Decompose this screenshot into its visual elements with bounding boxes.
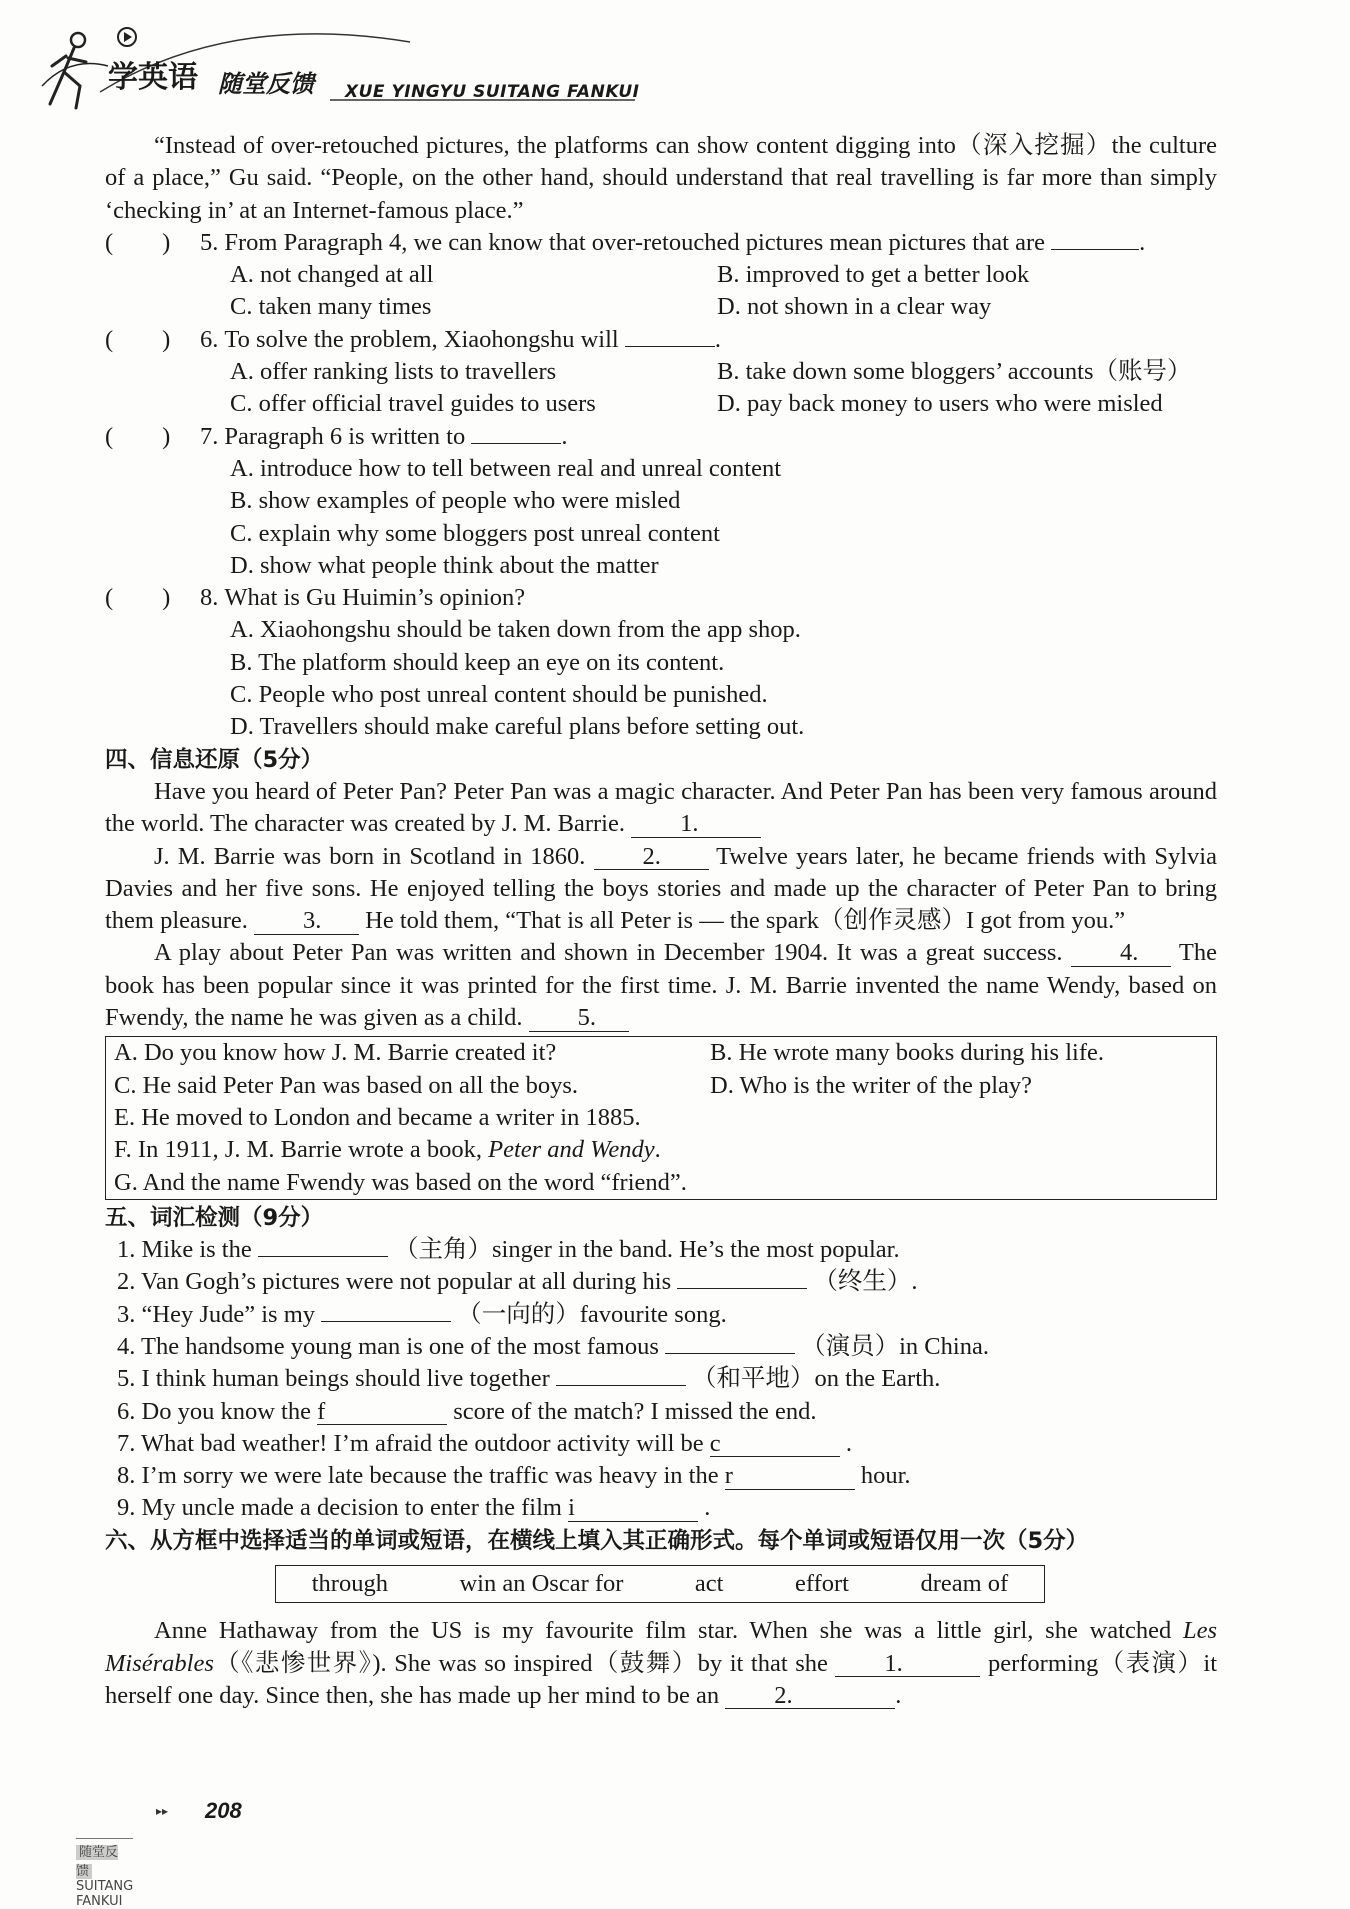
vocab-blank[interactable]: [677, 1288, 807, 1289]
question-6: [105, 324, 1217, 421]
question-options: [105, 259, 1217, 324]
s6-text-a: Anne Hathaway from the US is my favourite film star. When she was a little girl, she watched: [154, 1617, 1172, 1645]
page-header: [40, 22, 660, 122]
question-end: .: [714, 325, 721, 353]
s4-text-3a: A play about Peter Pan was written and shown in December 1904. It was a great success.: [154, 939, 1063, 967]
s4-blank-5-num: 5.: [577, 1004, 597, 1032]
question-number: 5.: [200, 228, 219, 256]
question-stem: [105, 582, 1217, 614]
question-blank: [625, 346, 715, 347]
vocab-item: [117, 1266, 1217, 1298]
question-blank: [471, 443, 561, 444]
header-title-cn: 学英语: [108, 60, 198, 95]
section4-paragraph-1: [105, 776, 1217, 841]
option[interactable]: C. taken many times: [230, 293, 432, 321]
option[interactable]: A. Xiaohongshu should be taken down from the app shop.: [230, 616, 801, 644]
vocab-blank[interactable]: [556, 1385, 686, 1386]
question-5: [105, 227, 1217, 324]
s4-option-e: E. He moved to London and became a writer in 1885.: [114, 1103, 641, 1131]
s4-text-3b: The book has been popular since it was printed for the first time. J. M. Barrie invented the name Wendy, based on Fwendy, the name he was given as a child.: [105, 939, 1217, 1032]
vocab-hint: （终生）.: [813, 1268, 918, 1296]
word-option: win an Oscar for: [459, 1570, 624, 1598]
s4-option-f: [114, 1134, 1208, 1166]
vocab-text: 8. I’m sorry we were late because the traffic was heavy in the: [117, 1462, 719, 1490]
vocab-first-letter: r: [724, 1462, 733, 1490]
s6-text-b: 《悲惨世界》). She was so inspired（鼓舞）by it that she: [241, 1649, 828, 1677]
footer-tag: [76, 1838, 133, 1909]
vocab-item: [117, 1331, 1217, 1363]
s4-text-2a: J. M. Barrie was born in Scotland in 1860.: [154, 842, 586, 870]
question-text: From Paragraph 4, we can know that over-retouched pictures mean pictures that are: [224, 228, 1046, 256]
answer-bracket[interactable]: ( ): [105, 422, 171, 450]
word-option: dream of: [920, 1570, 1009, 1598]
s4-text-1: Have you heard of Peter Pan? Peter Pan was a magic character. And Peter Pan has been very famous around the world. The character was created by J. M. Barrie.: [105, 777, 1217, 838]
reading-questions: [105, 227, 1217, 744]
question-stem: [105, 421, 1217, 453]
vocab-first-letter: f: [317, 1397, 326, 1425]
section4-options-box: [105, 1036, 1217, 1199]
question-number: 8.: [200, 584, 219, 612]
vocab-text: 2. Van Gogh’s pictures were not popular at all during his: [117, 1268, 672, 1296]
question-number: 6.: [200, 325, 219, 353]
footer-tag-cn: 随堂反馈: [76, 1845, 119, 1879]
vocab-text: 3. “Hey Jude” is my: [117, 1300, 315, 1328]
question-end: .: [561, 422, 568, 450]
vocab-item: [117, 1396, 1217, 1428]
vocab-blank[interactable]: [258, 1256, 388, 1257]
s4-option-f-text: F. In 1911, J. M. Barrie wrote a book,: [114, 1136, 482, 1164]
option[interactable]: A. offer ranking lists to travellers: [230, 358, 557, 386]
vocab-hint: （和平地）on the Earth.: [692, 1365, 941, 1393]
vocab-text: 7. What bad weather! I’m afraid the outdoor activity will be: [117, 1429, 704, 1457]
section6-paragraph: Anne Hathaway from the US is my favourite film star. When she was a little girl, she watched Les Misérables（《悲惨世界》). She was so inspired（鼓舞）by it that she 1. performing（表演）it herself one day. Since then, she has made up her mind to be an 2. .: [105, 1617, 1218, 1709]
option[interactable]: D. not shown in a clear way: [717, 293, 992, 321]
vocab-first-letter: c: [709, 1429, 721, 1457]
vocab-blank[interactable]: [568, 1496, 698, 1522]
section4-paragraph-3: [105, 937, 1217, 1034]
s4-text-2b: Twelve years later, he became friends with Sylvia Davies and her five sons. He enjoyed telling the boys stories and made up the character of Peter Pan to bring them pleasure.: [105, 842, 1217, 935]
double-arrow-icon: ▸▸: [156, 1804, 169, 1818]
s4-option-g: G. And the name Fwendy was based on the word “friend”.: [114, 1168, 687, 1196]
passage-last-paragraph: “Instead of over-retouched pictures, the platforms can show content digging into（深入挖掘）the culture of a place,” Gu said. “People, on the other hand, should understand that real travelling is far more than simply ‘checking in’ at an Internet-famous place.”: [105, 132, 1217, 224]
vocab-hint: .: [845, 1429, 853, 1457]
question-text: What is Gu Huimin’s opinion?: [224, 584, 526, 612]
option[interactable]: D. pay back money to users who were misled: [717, 390, 1163, 418]
s4-option-f-title: Peter and Wendy: [488, 1136, 655, 1164]
question-blank: [1051, 249, 1139, 250]
vocab-hint: （主角）singer in the band. He’s the most popular.: [394, 1236, 900, 1264]
vocab-text: 6. Do you know the: [117, 1397, 311, 1425]
s6-blank-2-num: 2.: [774, 1681, 793, 1709]
s6-text-d: .: [895, 1681, 902, 1709]
option[interactable]: D. show what people think about the matter: [230, 551, 659, 579]
s4-option-c: C. He said Peter Pan was based on all the boys.: [114, 1071, 579, 1099]
question-options: [105, 453, 1217, 582]
vocab-list: [105, 1234, 1217, 1525]
section4-heading: 四、信息还原（5分）: [105, 746, 324, 773]
s4-blank-3[interactable]: [254, 909, 359, 935]
option-row: [230, 259, 1217, 291]
s4-option-a: A. Do you know how J. M. Barrie created it?: [114, 1039, 557, 1067]
s4-option-f-end: .: [654, 1136, 661, 1164]
header-title-en: XUE YINGYU SUITANG FANKUI: [345, 82, 640, 102]
question-8: [105, 582, 1217, 743]
vocab-hint: .: [704, 1494, 711, 1522]
section5-heading: 五、词汇检测（9分）: [105, 1204, 324, 1231]
s4-option-d: D. Who is the writer of the play?: [710, 1071, 1033, 1099]
page-number: 208: [205, 1798, 242, 1823]
section4-paragraph-2: [105, 841, 1217, 938]
s6-blank-1[interactable]: [835, 1649, 980, 1678]
s4-blank-1[interactable]: [631, 812, 761, 838]
option-row: [230, 356, 1217, 388]
option[interactable]: B. The platform should keep an eye on its content.: [230, 648, 725, 676]
question-stem: [105, 324, 1217, 356]
s4-blank-2[interactable]: [594, 842, 709, 871]
vocab-blank[interactable]: [321, 1321, 451, 1322]
vocab-blank[interactable]: [317, 1397, 447, 1426]
vocab-item: [117, 1234, 1217, 1266]
vocab-item: [117, 1363, 1217, 1395]
s6-film-title: Les Misérables: [105, 1617, 1218, 1677]
s4-option-b: B. He wrote many books during his life.: [710, 1039, 1104, 1067]
question-number: 7.: [200, 422, 219, 450]
option-row: [230, 388, 1217, 420]
option[interactable]: A. introduce how to tell between real and unreal content: [230, 454, 782, 482]
vocab-item: [117, 1492, 1217, 1524]
vocab-blank[interactable]: [665, 1353, 795, 1354]
word-option: act: [694, 1570, 724, 1598]
vocab-item: [117, 1460, 1217, 1492]
footer-tag-en: SUITANG FANKUI: [76, 1879, 134, 1909]
question-text: Paragraph 6 is written to: [224, 422, 466, 450]
option[interactable]: C. explain why some bloggers post unreal content: [230, 519, 720, 547]
question-end: .: [1139, 228, 1146, 256]
option-row: [230, 291, 1217, 323]
s4-blank-2-num: 2.: [642, 842, 661, 870]
question-options: [105, 614, 1217, 743]
s4-blank-3-num: 3.: [303, 907, 322, 935]
answer-bracket[interactable]: ( ): [105, 228, 171, 256]
vocab-text: 4. The handsome young man is one of the most famous: [117, 1332, 659, 1360]
answer-bracket[interactable]: ( ): [105, 584, 171, 612]
vocab-item: [117, 1299, 1217, 1331]
word-option: effort: [794, 1570, 849, 1598]
vocab-item: [117, 1428, 1217, 1460]
question-7: [105, 421, 1217, 582]
s6-text-c: performing（表演）it herself one day. Since then, she has made up her mind to be an: [105, 1649, 1217, 1709]
section6-heading: 六、从方框中选择适当的单词或短语，在横线上填入其正确形式。每个单词或短语仅用一次（5分）: [105, 1527, 1089, 1554]
vocab-hint: （演员）in China.: [801, 1332, 989, 1360]
option[interactable]: B. improved to get a better look: [717, 261, 1030, 289]
option[interactable]: D. Travellers should make careful plans before setting out.: [230, 713, 805, 741]
s4-blank-4[interactable]: [1071, 941, 1171, 967]
vocab-text: 1. Mike is the: [117, 1236, 252, 1264]
option[interactable]: A. not changed at all: [230, 261, 434, 289]
option[interactable]: B. take down some bloggers’ accounts（账号）: [717, 358, 1192, 386]
vocab-text: 9. My uncle made a decision to enter the film: [117, 1494, 562, 1522]
s6-blank-1-num: 1.: [884, 1649, 903, 1677]
option[interactable]: C. offer official travel guides to users: [230, 390, 596, 418]
s4-blank-1-num: 1.: [680, 810, 699, 838]
question-text: To solve the problem, Xiaohongshu will: [224, 325, 619, 353]
vocab-blank[interactable]: [725, 1464, 855, 1490]
vocab-hint: score of the match? I missed the end.: [453, 1397, 817, 1425]
vocab-text: 5. I think human beings should live together: [117, 1365, 550, 1393]
vocab-first-letter: i: [568, 1494, 575, 1522]
s4-blank-4-num: 4.: [1119, 939, 1139, 967]
header-subtitle-cn: 随堂反馈: [218, 70, 314, 98]
answer-bracket[interactable]: ( ): [105, 325, 171, 353]
s4-blank-5[interactable]: [529, 1006, 629, 1032]
page-content: [105, 130, 1217, 1712]
s4-text-2c: He told them, “That is all Peter is — the spark（创作灵感）I got from you.”: [365, 907, 1126, 935]
option[interactable]: C. People who post unreal content should be punished.: [230, 681, 768, 709]
option[interactable]: B. show examples of people who were misled: [230, 487, 681, 515]
vocab-hint: hour.: [860, 1462, 911, 1490]
vocab-hint: （一向的）favourite song.: [457, 1300, 727, 1328]
word-box: [275, 1565, 1045, 1603]
word-option: through: [311, 1570, 388, 1598]
question-stem: [105, 227, 1217, 259]
question-options: [105, 356, 1217, 421]
s6-blank-2[interactable]: [725, 1681, 895, 1710]
vocab-blank[interactable]: [709, 1429, 840, 1458]
